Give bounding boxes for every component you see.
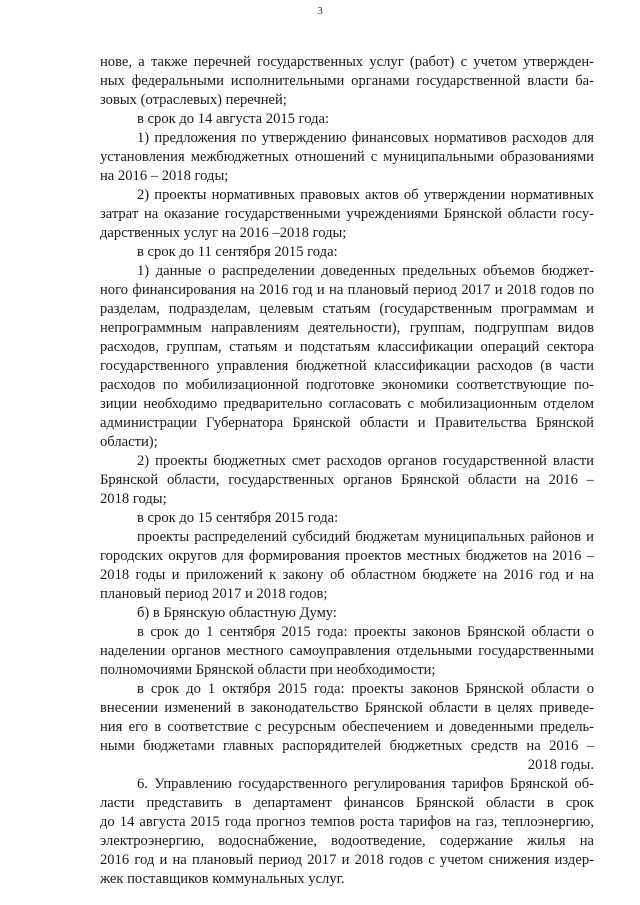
text-line: ного финансирования на 2016 год и на плановый период 2017 и 2018 годов по bbox=[100, 282, 594, 298]
text-line: 6. Управлению государственного регулирования тарифов Брянской об- bbox=[137, 776, 594, 792]
text-line: в срок до 1 октября 2015 года: проекты законов Брянской области о bbox=[137, 681, 594, 697]
text-line: ния его в соответствие с ресурсным обеспечением и доведенными предель- bbox=[100, 719, 594, 735]
text-line: непрограммным направлениям деятельности), группам, подгруппам видов bbox=[100, 320, 594, 336]
text-line: расходов по мобилизационной подготовке экономики соответствующие по- bbox=[100, 377, 594, 393]
text-line: ных федеральными исполнительными органами государственной власти ба- bbox=[100, 73, 594, 89]
text-line: наделении органов местного самоуправления отдельными государственными bbox=[100, 643, 594, 659]
text-line: в срок до 11 сентября 2015 года: bbox=[137, 244, 338, 260]
text-line: 1) данные о распределении доведенных предельных объемов бюджет- bbox=[137, 263, 594, 279]
text-line: внесении изменений в законодательство Брянской области в целях приведе- bbox=[100, 700, 594, 716]
text-line: затрат на оказание государственными учреждениями Брянской области госу- bbox=[100, 206, 594, 222]
text-line: ными бюджетами главных распорядителей бюджетных средств на 2016 – bbox=[100, 738, 594, 754]
text-line: расходов, группам, статьям и подстатьям классификации операций сектора bbox=[100, 339, 594, 355]
text-line: зиции необходимо предварительно согласовать с мобилизационным отделом bbox=[100, 396, 594, 412]
text-line: Брянской области, государственных органов Брянской области на 2016 – bbox=[100, 472, 594, 488]
text-line: городских округов для формирования проектов местных бюджетов на 2016 – bbox=[100, 548, 594, 564]
text-line: области); bbox=[100, 434, 158, 450]
text-line: 2018 годы и приложений к закону об областном бюджете на 2016 год и на bbox=[100, 567, 594, 583]
text-line: на 2016 – 2018 годы; bbox=[100, 168, 229, 184]
page-number: 3 bbox=[317, 5, 323, 17]
text-line: 2018 годы; bbox=[100, 491, 167, 507]
text-line: б) в Брянскую областную Думу: bbox=[137, 605, 337, 621]
text-line: в срок до 1 сентября 2015 года: проекты законов Брянской области о bbox=[137, 624, 594, 640]
text-line: зовых (отраслевых) перечней; bbox=[100, 92, 287, 108]
text-line: электроэнергию, водоснабжение, водоотведение, содержание жилья на bbox=[100, 833, 594, 849]
text-line: до 14 августа 2015 года прогноз темпов роста тарифов на газ, теплоэнергию, bbox=[100, 814, 594, 830]
text-line: администрации Губернатора Брянской области и Правительства Брянской bbox=[100, 415, 594, 431]
text-line: ласти представить в департамент финансов Брянской области в срок bbox=[100, 795, 594, 811]
text-line: разделам, подразделам, целевым статьям (государственным программам и bbox=[100, 301, 594, 317]
text-line: установления межбюджетных отношений с муниципальными образованиями bbox=[100, 149, 594, 165]
text-line: нове, а также перечней государственных услуг (работ) с учетом утвержден- bbox=[100, 54, 594, 70]
text-line: государственного управления бюджетной классификации расходов (в части bbox=[100, 358, 594, 374]
text-line: дарственных услуг на 2016 –2018 годы; bbox=[100, 225, 347, 241]
text-line: плановый период 2017 и 2018 годов; bbox=[100, 586, 328, 602]
text-line: 2) проекты нормативных правовых актов об утверждении нормативных bbox=[137, 187, 594, 203]
text-line: 2018 годы. bbox=[527, 757, 594, 773]
text-line: 1) предложения по утверждению финансовых нормативов расходов для bbox=[137, 130, 594, 146]
text-line: полномочиями Брянской области при необходимости; bbox=[100, 662, 436, 678]
text-line: 2) проекты бюджетных смет расходов органов государственной власти bbox=[137, 453, 594, 469]
text-line: проекты распределений субсидий бюджетам муниципальных районов и bbox=[137, 529, 594, 545]
text-line: жек поставщиков коммунальных услуг. bbox=[100, 871, 345, 887]
text-line: в срок до 14 августа 2015 года: bbox=[137, 111, 330, 127]
text-line: в срок до 15 сентября 2015 года: bbox=[137, 510, 339, 526]
text-line: 2016 год и на плановый период 2017 и 2018 годов с учетом снижения издер- bbox=[100, 852, 594, 868]
